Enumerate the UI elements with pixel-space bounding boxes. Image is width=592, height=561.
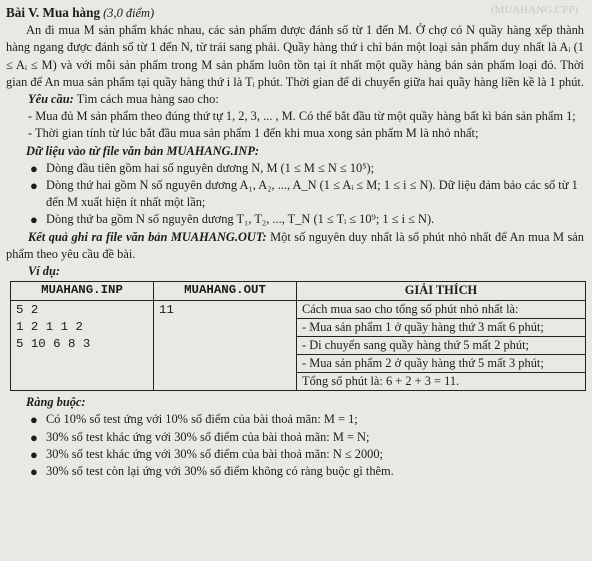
example-heading — [6, 263, 584, 280]
requirement-text: Tìm cách mua hàng sao cho: — [76, 92, 219, 107]
input-label: Dữ liệu vào từ file văn bản MUAHANG.INP: — [26, 143, 260, 158]
constraints-label: Ràng buộc: — [26, 395, 86, 410]
constraint-item: ● 30% số test còn lại ứng với 30% số điểm không có ràng buộc gì thêm. — [30, 464, 394, 480]
output-text: Một số nguyên duy nhất là số phút nhỏ nhất để An mua M sản phẩm theo yêu cầu đề bài. — [6, 229, 584, 261]
input-bullet-3: ● Dòng thứ ba gồm N số nguyên dương T₁, T₂, ..., T_N (1 ≤ Tᵢ ≤ 10⁹; 1 ≤ i ≤ N). — [30, 212, 435, 228]
example-table — [10, 281, 586, 391]
example-label: Ví dụ: — [28, 264, 61, 279]
constraint-item: ● 30% số test khác ứng với 30% số điểm của bài thoả mãn: N ≤ 2000; — [30, 446, 384, 462]
bullet-icon: ● — [30, 178, 38, 194]
bullet-icon: ● — [30, 160, 38, 176]
requirement-item-1: - Mua đủ M sản phẩm theo đúng thứ tự 1, 2, 3, ... , M. Có thể bắt đầu từ một quầy hàng bất kì bán sản phẩm 1; — [28, 109, 576, 124]
requirement-item-2: - Thời gian tính từ lúc bắt đầu mua sản phẩm 1 đến khi mua xong sản phẩm M là nhỏ nhất; — [28, 126, 479, 141]
problem-title: Bài V. Mua hàng — [6, 5, 101, 20]
example-input-line: 5 10 6 8 3 — [16, 337, 91, 352]
example-input-line: 1 2 1 1 2 — [16, 320, 83, 335]
example-input-line: 5 2 — [16, 303, 39, 318]
explain-line: - Mua sản phẩm 1 ở quầy hàng thứ 3 mất 6 phút; — [297, 319, 585, 337]
output-paragraph — [6, 229, 584, 263]
example-row — [11, 301, 586, 391]
input-bullet-2: ● Dòng thứ hai gồm N số nguyên dương A₁, A₂, ..., A_N (1 ≤ Aᵢ ≤ M; 1 ≤ i ≤ N). Dữ liệu đảm bảo các số từ 1 đến M xuất hiện ít nhất một lần; — [30, 178, 578, 210]
input-heading — [6, 143, 584, 160]
input-bullet-1: ● Dòng đầu tiên gồm hai số nguyên dương N, M (1 ≤ M ≤ N ≤ 10⁵); — [30, 160, 375, 176]
example-input-cell — [11, 301, 154, 391]
faint-header-text: (MUAHANG.CPP) — [490, 4, 578, 16]
explain-line: Cách mua sao cho tổng số phút nhỏ nhất là: — [297, 301, 585, 319]
constraint-item: ● 30% số test khác ứng với 30% số điểm của bài thoả mãn: M = N; — [30, 429, 370, 445]
col-header-explain: GIẢI THÍCH — [297, 282, 586, 301]
constraint-item: ● Có 10% số test ứng với 10% số điểm của bài thoả mãn: M = 1; — [30, 412, 358, 428]
example-header-row — [11, 282, 586, 301]
example-output-cell — [154, 301, 297, 391]
constraints-heading — [6, 394, 584, 411]
problem-intro: An đi mua M sản phẩm khác nhau, các sản phẩm được đánh số từ 1 đến M. Ở chợ có N quầy hàng xếp thành hàng ngang được đánh số từ 1 đến N, từ trái sang phải. Quầy hàng thứ i chỉ bán một loại sản phẩm duy nhất là Aᵢ (1 ≤ Aᵢ ≤ M) và với mỗi sản phẩm trong M sản phẩm luôn tồn tại ít nhất một quầy hàng bán sản phẩm loại đó. Thời gian để An mua sản phẩm tại quầy hàng thứ i là Tᵢ phút. Thời gian để di chuyển giữa hai quầy hàng liền kề là 1 phút. — [6, 23, 584, 89]
bullet-icon: ● — [30, 464, 38, 480]
example-output-value: 11 — [159, 303, 174, 318]
bullet-icon: ● — [30, 412, 38, 428]
output-label: Kết quả ghi ra file văn bản MUAHANG.OUT: — [28, 229, 267, 244]
explain-line: - Mua sản phẩm 2 ở quầy hàng thứ 5 mất 3 phút; — [297, 355, 585, 373]
requirement-label: Yêu cầu: — [28, 92, 74, 107]
explain-line: Tổng số phút là: 6 + 2 + 3 = 11. — [302, 374, 460, 389]
requirement-line — [6, 91, 584, 108]
bullet-icon: ● — [30, 212, 38, 228]
problem-points: (3,0 điểm) — [103, 6, 155, 20]
col-header-inp: MUAHANG.INP — [11, 282, 154, 301]
explain-line: - Di chuyển sang quầy hàng thứ 5 mất 2 phút; — [297, 337, 585, 355]
bullet-icon: ● — [30, 446, 38, 462]
example-explain-cell — [297, 301, 586, 391]
bullet-icon: ● — [30, 429, 38, 445]
col-header-out: MUAHANG.OUT — [154, 282, 297, 301]
